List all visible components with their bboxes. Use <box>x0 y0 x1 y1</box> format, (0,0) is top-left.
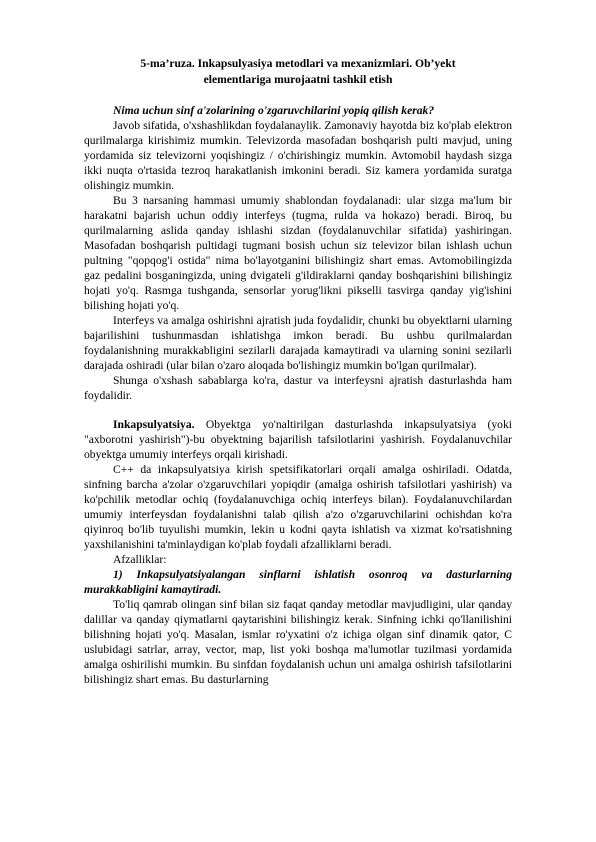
title-line-1: 5-ma’ruza. Inkapsulyasiya metodlari va mexanizmlari. Ob’yekt <box>140 57 456 70</box>
section-gap <box>84 403 512 417</box>
paragraph-3: Interfeys va amalga oshirishni ajratish juda foydalidir, chunki bu obyektlarni ularning bajarilishini tushunmasdan ishlatishga imkon beradi. Bu ushbu qurilmalardan foydalanishning murakkabligini sezilarli darajada kamaytiradi va ularning sonini sezilarli darajada oshiradi (ular bilan o'zaro aloqada bo'lishingiz mumkin bo'lgan qurilmalar). <box>84 314 512 372</box>
paragraph-4: Shunga o'xshash sabablarga ko'ra, dastur va interfeysni ajratish dasturlashda ham foydalidir. <box>84 374 512 402</box>
paragraph-1: Javob sifatida, o'xshashlikdan foydalanaylik. Zamonaviy hayotda biz ko'plab elektron qurilmalarga kirishimiz mumkin. Televizorda masofadan boshqarish pulti mavjud, uning yordamida siz televizorni yoqishingiz / o'chirishingiz mumkin. Avtomobil haydash sizga ikki nuqta o'rtasida tezroq harakatlanish imkonini beradi. Siz kamera yordamida suratga olishingiz mumkin. <box>84 119 512 192</box>
encapsulation-term: Inkapsulyatsiya. <box>113 418 195 431</box>
advantage-heading-1: 1) Inkapsulyatsiyalangan sinflarni ishlatish osonroq va dasturlarning murakkabligini kamaytiradi. <box>84 568 512 596</box>
paragraph-7: Afzalliklar: <box>113 553 167 566</box>
question-heading: Nima uchun sinf a'zolarining o'zgaruvchilarini yopiq qilish kerak? <box>113 104 435 117</box>
paragraph-5 <box>84 417 512 462</box>
title-line-2: elementlariga murojaatni tashkil etish <box>203 72 393 86</box>
paragraph-5-text: Obyektga yo'naltirilgan dasturlashda inkapsulyatsiya (yoki "axborotni yashirish")-bu obyektning bajarilish tafsilotlarini yashirish. Foydalanuvchilar obyektga umumiy interfeys orqali kirishadi. <box>84 418 512 461</box>
lecture-title <box>84 56 512 87</box>
document-page <box>84 56 512 687</box>
paragraph-9: To'liq qamrab olingan sinf bilan siz faqat qanday metodlar mavjudligini, ular qanday dalillar va qanday qiymatlarni qaytarishini bilishingiz kerak. Sinfning ichki qo'llanilishini bilishning hojati yo'q. Masalan, ismlar ro'yxatini o'z ichiga olgan sinf dinamik qator, C uslubidagi satrlar, array, vector, map, list yoki boshqa ma'lumotlar tuzilmasi yordamida amalga oshirilishi mumkin. Bu sinfdan foydalanish uchun uni amalga oshirish tafsilotlarini bilishingiz shart emas. Bu dasturlarning <box>84 598 512 686</box>
paragraph-2: Bu 3 narsaning hammasi umumiy shablondan foydalanadi: ular sizga ma'lum bir harakatni bajarish uchun oddiy interfeys (tugma, rulda va hokazo) beradi. Biroq, bu qurilmalarning aslida qanday ishlashi sizdan (foydalanuvchilar sifatida) yashiringan. Masofadan boshqarish pultidagi tugmani bosish uchun siz televizor bilan ishlash uchun pultning "qopqog'i ostida" nima bo'layotganini bilishingiz shart emas. Avtomobilingizda gaz pedalini bosganingizda, uning dvigateli g'ildiraklarni qanday boshqarishini bilishingiz hojati yo'q. Rasmga tushganda, sensorlar yorug'likni pikselli tasvirga qanday yig'ishini bilishing hojati yo'q. <box>84 194 512 312</box>
paragraph-6: C++ da inkapsulyatsiya kirish spetsifikatorlari orqali amalga oshiriladi. Odatda, sinfning barcha a'zolar o'zgaruvchilari yopiqdir (amalga oshirish tafsilotlari yashirish) va ko'pchilik metodlar ochiq (foydalanuvchiga ochiq interfeys bilan). Foydalanuvchilardan umumiy interfeysdan foydalanishni talab qilish a'zo o'zgaruvchilarini ochishdan ko'ra qiyinroq bo'lib tuyulishi mumkin, lekin u kodni qayta ishlatish va xizmat ko'rsatishning yaxshilanishini ta'minlaydigan ko'plab foydali afzalliklarni beradi. <box>84 463 512 551</box>
